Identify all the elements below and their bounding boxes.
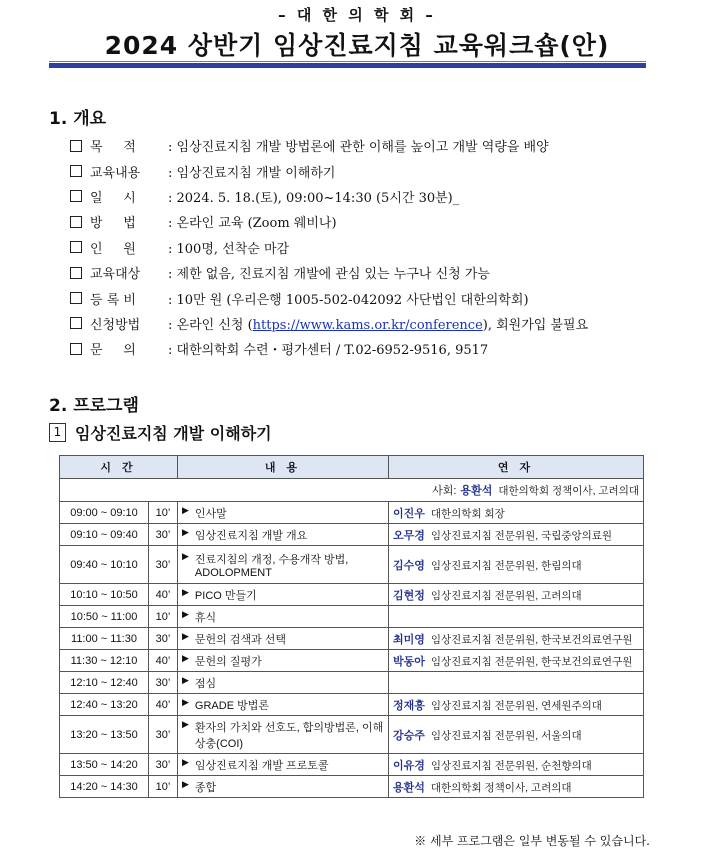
speaker-name: 이진우 <box>393 507 425 520</box>
session-duration: 30’ <box>149 672 178 694</box>
checkbox-icon <box>70 343 82 355</box>
session-duration: 30’ <box>149 546 178 584</box>
overview-item-method: 방 법 : 온라인 교육 (Zoom 웨비나) <box>70 209 690 234</box>
speaker-name: 최미영 <box>393 633 425 646</box>
session-duration: 30’ <box>149 628 178 650</box>
speaker-name: 정재흥 <box>393 699 425 712</box>
session-duration: 40’ <box>149 650 178 672</box>
speaker-affiliation: 임상진료지침 전문위원, 국립중앙의료원 <box>430 529 613 542</box>
session-time: 12:40 ~ 13:20 <box>60 694 149 716</box>
session-title: 점심 <box>194 677 217 690</box>
session-title: 종합 <box>194 781 217 794</box>
speaker-name: 오무경 <box>393 529 425 542</box>
session-duration: 30’ <box>149 754 178 776</box>
module-heading <box>49 421 272 444</box>
play-triangle-icon: ▶ <box>182 652 189 663</box>
table-row <box>60 502 644 524</box>
checkbox-icon <box>70 292 82 304</box>
table-row <box>60 584 644 606</box>
speaker-affiliation: 임상진료지침 전문위원, 연세원주의대 <box>430 699 602 712</box>
play-triangle-icon: ▶ <box>182 778 189 789</box>
table-header-row <box>60 456 644 479</box>
checkbox-icon <box>70 190 82 202</box>
table-row <box>60 694 644 716</box>
play-triangle-icon: ▶ <box>182 504 189 515</box>
session-title: 환자의 가치와 선호도, 합의방법론, 이해상충(COI) <box>194 721 384 750</box>
session-duration: 40’ <box>149 584 178 606</box>
overview-item-capacity: 인 원 : 100명, 선착순 마감 <box>70 235 690 260</box>
table-row <box>60 546 644 584</box>
checkbox-icon <box>70 216 82 228</box>
table-row <box>60 650 644 672</box>
program-table <box>59 455 644 798</box>
table-row <box>60 606 644 628</box>
session-time: 09:10 ~ 09:40 <box>60 524 149 546</box>
header-content: 내 용 <box>178 456 389 479</box>
session-title: 휴식 <box>194 611 217 624</box>
overview-item-datetime: 일 시 : 2024. 5. 18.(토), 09:00~14:30 (5시간 30분)_ <box>70 184 690 209</box>
session-duration: 30’ <box>149 716 178 754</box>
table-row <box>60 716 644 754</box>
session-time: 11:00 ~ 11:30 <box>60 628 149 650</box>
session-time: 13:50 ~ 14:20 <box>60 754 149 776</box>
overview-item-content: 교육내용 : 임상진료지침 개발 이해하기 <box>70 158 690 183</box>
session-time: 10:10 ~ 10:50 <box>60 584 149 606</box>
moderator-row <box>60 479 644 502</box>
speaker-affiliation: 임상진료지침 전문위원, 한국보건의료연구원 <box>430 633 633 646</box>
session-time: 13:20 ~ 13:50 <box>60 716 149 754</box>
table-row <box>60 628 644 650</box>
checkbox-icon <box>70 317 82 329</box>
play-triangle-icon: ▶ <box>182 674 189 685</box>
moderator-affiliation: 대한의학회 정책이사, 고려의대 <box>498 485 639 497</box>
table-row <box>60 776 644 798</box>
registration-link[interactable]: https://www.kams.or.kr/conference <box>252 317 483 333</box>
speaker-affiliation: 임상진료지침 전문위원, 고려의대 <box>430 589 582 602</box>
session-time: 12:10 ~ 12:40 <box>60 672 149 694</box>
session-time: 09:00 ~ 09:10 <box>60 502 149 524</box>
session-title: 진료지침의 개정, 수용개작 방법, ADOLOPMENT <box>194 553 349 579</box>
speaker-affiliation: 대한의학회 회장 <box>430 507 505 520</box>
play-triangle-icon: ▶ <box>182 756 189 767</box>
speaker-name: 강승주 <box>393 729 425 742</box>
play-triangle-icon: ▶ <box>182 718 189 729</box>
moderator-prefix: 사회: <box>432 485 457 497</box>
organization-name: – 대 한 의 학 회 – <box>278 6 436 24</box>
speaker-name: 이유경 <box>393 759 425 772</box>
checkbox-icon <box>70 241 82 253</box>
checkbox-icon <box>70 140 82 152</box>
session-duration: 10’ <box>149 502 178 524</box>
header-time: 시 간 <box>60 456 178 479</box>
module-title: 임상진료지침 개발 이해하기 <box>75 424 272 443</box>
overview-heading: 1. 개요 <box>49 109 107 129</box>
speaker-affiliation: 임상진료지침 전문위원, 한림의대 <box>430 559 582 572</box>
table-row <box>60 524 644 546</box>
moderator-name: 용환석 <box>460 485 493 497</box>
speaker-affiliation: 임상진료지침 전문위원, 순천향의대 <box>430 759 592 772</box>
speaker-name: 박동아 <box>393 655 425 668</box>
play-triangle-icon: ▶ <box>182 608 189 619</box>
module-number-box: 1 <box>49 423 66 442</box>
title-divider-thin <box>49 61 646 62</box>
session-time: 14:20 ~ 14:30 <box>60 776 149 798</box>
program-heading: 2. 프로그램 <box>49 396 139 416</box>
session-time: 11:30 ~ 12:10 <box>60 650 149 672</box>
session-duration: 40’ <box>149 694 178 716</box>
checkbox-icon <box>70 267 82 279</box>
play-triangle-icon: ▶ <box>182 586 189 597</box>
play-triangle-icon: ▶ <box>182 696 189 707</box>
session-time: 09:40 ~ 10:10 <box>60 546 149 584</box>
session-duration: 30’ <box>149 524 178 546</box>
overview-item-application: 신청방법 : 온라인 신청 (https://www.kams.or.kr/conference), 회원가입 불필요 <box>70 311 690 336</box>
session-title: 인사말 <box>194 507 227 520</box>
speaker-name: 김수영 <box>393 559 425 572</box>
checkbox-icon <box>70 165 82 177</box>
session-title: 임상진료지침 개발 프로토콜 <box>194 759 329 772</box>
table-row <box>60 754 644 776</box>
overview-item-purpose: 목 적 : 임상진료지침 개발 방법론에 관한 이해를 높이고 개발 역량을 배양 <box>70 133 690 158</box>
session-duration: 10’ <box>149 776 178 798</box>
speaker-affiliation: 임상진료지침 전문위원, 서울의대 <box>430 729 582 742</box>
overview-item-target: 교육대상 : 제한 없음, 진료지침 개발에 관심 있는 누구나 신청 가능 <box>70 260 690 285</box>
page-title: 2024 상반기 임상진료지침 교육워크숍(안) <box>104 31 610 60</box>
session-title: PICO 만들기 <box>194 589 257 602</box>
speaker-affiliation: 임상진료지침 전문위원, 한국보건의료연구원 <box>430 655 633 668</box>
speaker-affiliation: 대한의학회 정책이사, 고려의대 <box>430 781 572 794</box>
play-triangle-icon: ▶ <box>182 526 189 537</box>
speaker-name: 김현정 <box>393 589 425 602</box>
play-triangle-icon: ▶ <box>182 630 189 641</box>
session-title: 문헌의 질평가 <box>194 655 262 668</box>
header-speaker: 연 자 <box>389 456 644 479</box>
session-title: 임상진료지침 개발 개요 <box>194 529 308 542</box>
session-time: 10:50 ~ 11:00 <box>60 606 149 628</box>
session-title: GRADE 방법론 <box>194 699 269 712</box>
speaker-name: 용환석 <box>393 781 425 794</box>
play-triangle-icon: ▶ <box>182 550 189 561</box>
session-title: 문헌의 검색과 선택 <box>194 633 287 646</box>
table-row <box>60 672 644 694</box>
title-divider-thick <box>49 63 646 68</box>
overview-list <box>70 133 690 362</box>
session-duration: 10’ <box>149 606 178 628</box>
overview-item-fee: 등 록 비 : 10만 원 (우리은행 1005-502-042092 사단법인 대한의학회) <box>70 285 690 310</box>
footnote: ※ 세부 프로그램은 일부 변동될 수 있습니다. <box>414 834 650 848</box>
overview-item-contact: 문 의 : 대한의학회 수련・평가센터 / T.02-6952-9516, 9517 <box>70 336 690 361</box>
